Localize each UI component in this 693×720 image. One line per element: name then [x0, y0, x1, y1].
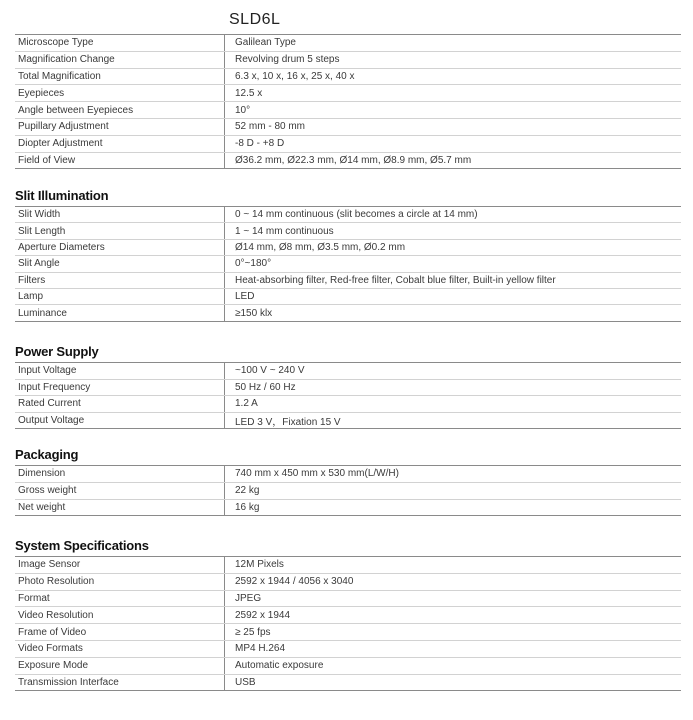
power-supply-section: [15, 342, 681, 429]
spec-value: ≥ 25 fps: [225, 624, 682, 641]
spec-label: Frame of Video: [15, 624, 225, 641]
spec-row: [15, 557, 681, 574]
spec-row: [15, 68, 681, 85]
spec-label: Slit Length: [15, 223, 225, 239]
spec-row: [15, 305, 681, 321]
spec-label: Input Frequency: [15, 379, 225, 396]
spec-row: [15, 35, 681, 52]
spec-label: Input Voltage: [15, 363, 225, 380]
spec-label: Transmission Interface: [15, 674, 225, 691]
spec-value: 22 kg: [225, 482, 682, 499]
spec-label: Photo Resolution: [15, 573, 225, 590]
packaging-section: [15, 445, 681, 516]
slit-illumination-section: [15, 186, 681, 322]
spec-row: [15, 396, 681, 413]
spec-row: [15, 482, 681, 499]
section-title-system-specifications: System Specifications: [15, 538, 149, 553]
spec-row: [15, 590, 681, 607]
spec-row: [15, 624, 681, 641]
spec-row: [15, 207, 681, 223]
spec-row: [15, 657, 681, 674]
spec-row: [15, 256, 681, 272]
spec-value: 10°: [225, 102, 682, 119]
spec-row: [15, 412, 681, 429]
spec-label: Gross weight: [15, 482, 225, 499]
spec-row: [15, 223, 681, 239]
spec-label: Pupillary Adjustment: [15, 118, 225, 135]
spec-value: Ø14 mm, Ø8 mm, Ø3.5 mm, Ø0.2 mm: [225, 239, 682, 255]
spec-label: Rated Current: [15, 396, 225, 413]
spec-row: [15, 152, 681, 169]
spec-value: 2592 x 1944 / 4056 x 3040: [225, 573, 682, 590]
spec-label: Format: [15, 590, 225, 607]
spec-value: ≥150 klx: [235, 307, 273, 319]
spec-label: Video Resolution: [15, 607, 225, 624]
spec-value: 0 ~ 14 mm continuous (slit becomes a circle at 14 mm): [225, 207, 682, 223]
model-title: SLD6L: [229, 11, 281, 28]
spec-value: 0°~180°: [225, 256, 682, 272]
spec-row: [15, 379, 681, 396]
spec-value: 52 mm - 80 mm: [225, 118, 682, 135]
spec-label: Lamp: [15, 288, 225, 304]
spec-value: -8 D - +8 D: [225, 135, 682, 152]
spec-value: 50 Hz / 60 Hz: [225, 379, 682, 396]
spec-value: MP4 H.264: [225, 640, 682, 657]
packaging-table: [15, 465, 681, 516]
spec-row: [15, 272, 681, 288]
spec-label: Slit Angle: [15, 256, 225, 272]
section-title-packaging: Packaging: [15, 447, 79, 462]
spec-label: Diopter Adjustment: [15, 135, 225, 152]
spec-row: [15, 118, 681, 135]
spec-label: Net weight: [15, 499, 225, 516]
spec-row: [15, 51, 681, 68]
system-specifications-section: [15, 536, 681, 691]
spec-value: 1.2 A: [225, 396, 682, 413]
spec-value: Heat-absorbing filter, Red-free filter, Cobalt blue filter, Built-in yellow filter: [225, 272, 682, 288]
spec-label: Dimension: [15, 466, 225, 483]
main-specs-section: [15, 34, 681, 169]
main-specs-table: [15, 34, 681, 169]
spec-value: 12M Pixels: [225, 557, 682, 574]
spec-value: JPEG: [225, 590, 682, 607]
spec-label: Total Magnification: [15, 68, 225, 85]
spec-row: [15, 607, 681, 624]
spec-value: 1 ~ 14 mm continuous: [225, 223, 682, 239]
spec-row: [15, 85, 681, 102]
spec-label: Slit Width: [15, 207, 225, 223]
spec-label: Luminance: [15, 305, 225, 321]
spec-row: [15, 640, 681, 657]
spec-value: 6.3 x, 10 x, 16 x, 25 x, 40 x: [225, 68, 682, 85]
spec-row: [15, 499, 681, 516]
spec-row: [15, 102, 681, 119]
section-title-power-supply: Power Supply: [15, 344, 99, 359]
spec-row: [15, 573, 681, 590]
spec-label: Output Voltage: [15, 412, 225, 429]
spec-value: 12.5 x: [225, 85, 682, 102]
spec-value: LED: [225, 288, 682, 304]
system-specifications-table: [15, 556, 681, 691]
spec-label: Magnification Change: [15, 51, 225, 68]
spec-value: 2592 x 1944: [225, 607, 682, 624]
spec-value: ~100 V ~ 240 V: [225, 363, 682, 380]
spec-value: 16 kg: [235, 501, 260, 513]
spec-row: [15, 674, 681, 691]
spec-row: [15, 135, 681, 152]
spec-value: Revolving drum 5 steps: [225, 51, 682, 68]
section-title-slit-illumination: Slit Illumination: [15, 188, 109, 203]
spec-label: Eyepieces: [15, 85, 225, 102]
spec-label: Field of View: [15, 152, 225, 169]
spec-label: Video Formats: [15, 640, 225, 657]
spec-label: Exposure Mode: [15, 657, 225, 674]
spec-row: [15, 363, 681, 380]
spec-value: Ø36.2 mm, Ø22.3 mm, Ø14 mm, Ø8.9 mm, Ø5.7 mm: [235, 154, 472, 166]
spec-value: Galilean Type: [225, 35, 682, 52]
spec-label: Microscope Type: [15, 35, 225, 52]
power-supply-table: [15, 362, 681, 429]
spec-label: Image Sensor: [15, 557, 225, 574]
slit-illumination-table: [15, 206, 681, 322]
spec-row: [15, 239, 681, 255]
spec-label: Aperture Diameters: [15, 239, 225, 255]
spec-row: [15, 288, 681, 304]
spec-label: Filters: [15, 272, 225, 288]
spec-row: [15, 466, 681, 483]
spec-label: Angle between Eyepieces: [15, 102, 225, 119]
spec-value: 740 mm x 450 mm x 530 mm(L/W/H): [225, 466, 682, 483]
spec-value: USB: [235, 676, 256, 688]
spec-value: Automatic exposure: [225, 657, 682, 674]
spec-value: LED 3 V，Fixation 15 V: [235, 416, 341, 428]
